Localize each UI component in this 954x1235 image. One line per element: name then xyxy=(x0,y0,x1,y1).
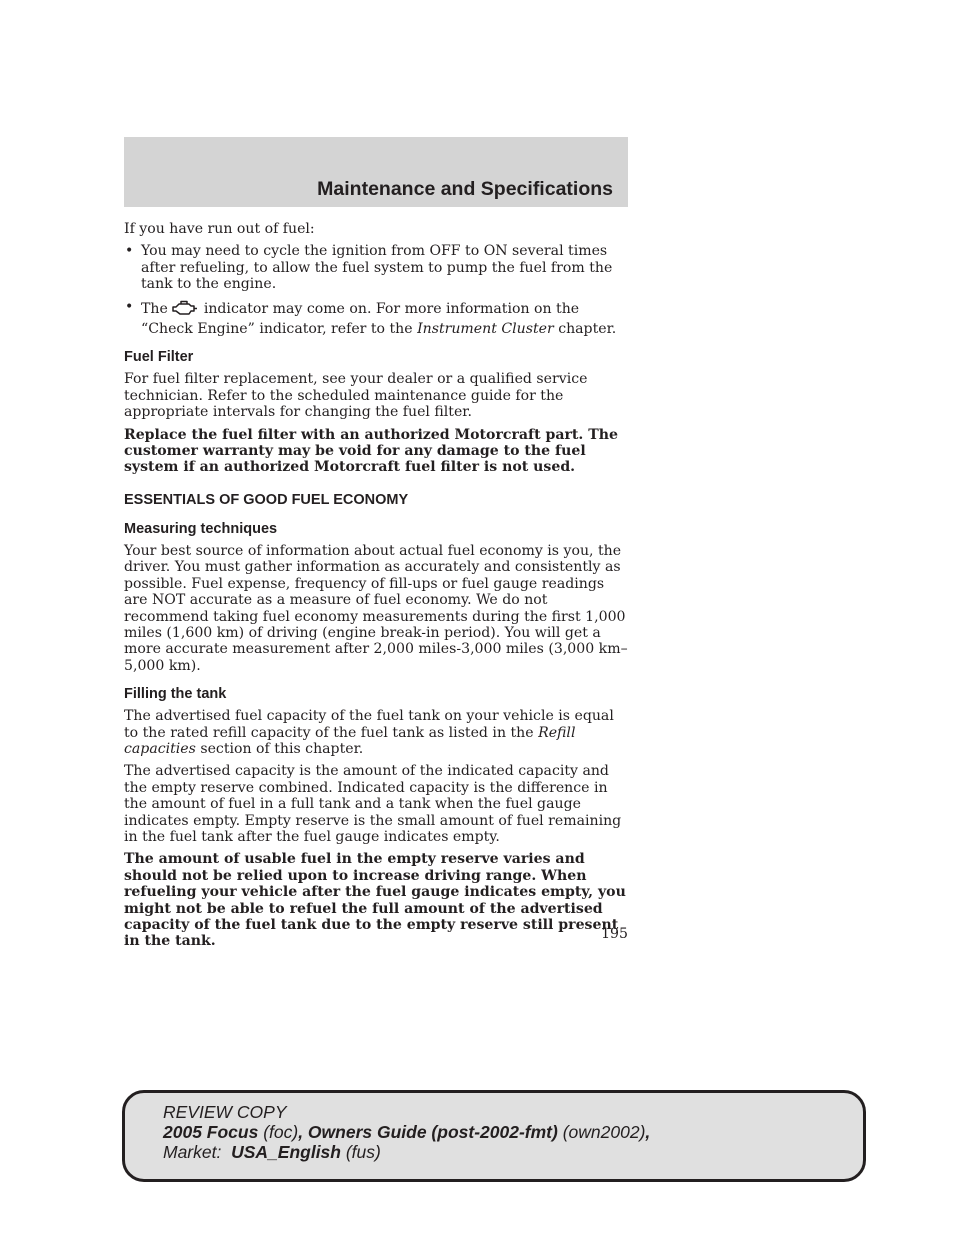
footer-model-code: (foc) xyxy=(263,1122,299,1142)
footer-market: USA_English xyxy=(231,1142,341,1162)
bullet-item-check-engine xyxy=(124,299,629,338)
review-copy-footer xyxy=(122,1090,866,1182)
footer-market-line xyxy=(163,1142,650,1162)
bullet-text-pre: The xyxy=(141,300,168,317)
bullet-text-post: chapter. xyxy=(558,321,617,338)
page-number: 195 xyxy=(601,926,628,942)
footer-comma: , xyxy=(645,1122,651,1142)
footer-text xyxy=(163,1102,650,1162)
measuring-heading: Measuring techniques xyxy=(124,520,278,537)
filling-p1-pre: The advertised fuel capacity of the fuel tank on your vehicle is equal to the rated refill capacity of the fuel tank as listed in the xyxy=(124,708,614,741)
intro-text: If you have run out of fuel: xyxy=(124,221,315,237)
filling-heading: Filling the tank xyxy=(124,686,227,703)
footer-market-code: (fus) xyxy=(345,1142,381,1162)
bullet-text-mid: indicator may come on. For more information on the “Check Engine” indicator, refer to the xyxy=(141,300,580,338)
bullet-list xyxy=(124,243,629,337)
footer-model-line xyxy=(163,1122,650,1142)
filling-paragraph-2: The advertised capacity is the amount of the indicated capacity and the empty reserve combined. Indicated capacity is the difference in the amount of fuel in a full tank and a tank when the fuel gauge indicates empty. Empty reserve is the small amount of fuel remaining in the fuel tank after the fuel gauge indicates empty. xyxy=(124,763,622,845)
footer-market-label: Market: xyxy=(163,1142,222,1162)
section-header-band xyxy=(124,137,628,207)
measuring-paragraph: Your best source of information about actual fuel economy is you, the driver. You must gather information as accurately and consistently as possible. Fuel expense, frequency of fill-ups or fuel gauge readings are NOT accurate as a measure of fuel economy. We do not recommend taking fuel economy measurements during the first 1,000 miles (1,600 km) of driving (engine break-in period). You will get a more accurate measurement after 2,000 miles-3,000 miles (3,000 km–5,000 km). xyxy=(124,542,628,674)
fuel-filter-paragraph: For fuel filter replacement, see your dealer or a qualified service technician. Refer to the scheduled maintenance guide for the appropriate intervals for changing the fuel filter. xyxy=(124,371,588,421)
fuel-filter-heading: Fuel Filter xyxy=(124,349,194,366)
footer-model: 2005 Focus xyxy=(163,1122,259,1142)
filling-p1-post: section of this chapter. xyxy=(200,740,364,757)
footer-guide: , Owners Guide (post-2002-fmt) xyxy=(298,1122,558,1142)
instrument-cluster-reference: Instrument Cluster xyxy=(417,321,554,338)
bullet-item-cycle-ignition: • You may need to cycle the ignition from OFF to ON several times after refueling, to allow the fuel system to pump the fuel from the tank to the engine. xyxy=(124,243,629,292)
footer-guide-code: (own2002) xyxy=(562,1122,646,1142)
check-engine-icon xyxy=(170,299,200,321)
footer-review-copy: REVIEW COPY xyxy=(163,1102,287,1122)
section-title: Maintenance and Specifications xyxy=(317,178,613,200)
refill-capacities-reference: Refill capacities xyxy=(124,724,576,757)
essentials-heading: ESSENTIALS OF GOOD FUEL ECONOMY xyxy=(124,491,409,508)
page-content xyxy=(124,221,629,956)
filling-paragraph-1 xyxy=(124,708,629,757)
filling-warning: The amount of usable fuel in the empty reserve varies and should not be relied upon to increase driving range. When refueling your vehicle after the fuel gauge indicates empty, you might not be able to refuel the full amount of the advertised capacity of the fuel tank due to the empty reserve still present in the tank. xyxy=(124,851,626,950)
fuel-filter-warning: Replace the fuel filter with an authorized Motorcraft part. The customer warranty may be void for any damage to the fuel system if an authorized Motorcraft fuel filter is not used. xyxy=(124,426,618,476)
